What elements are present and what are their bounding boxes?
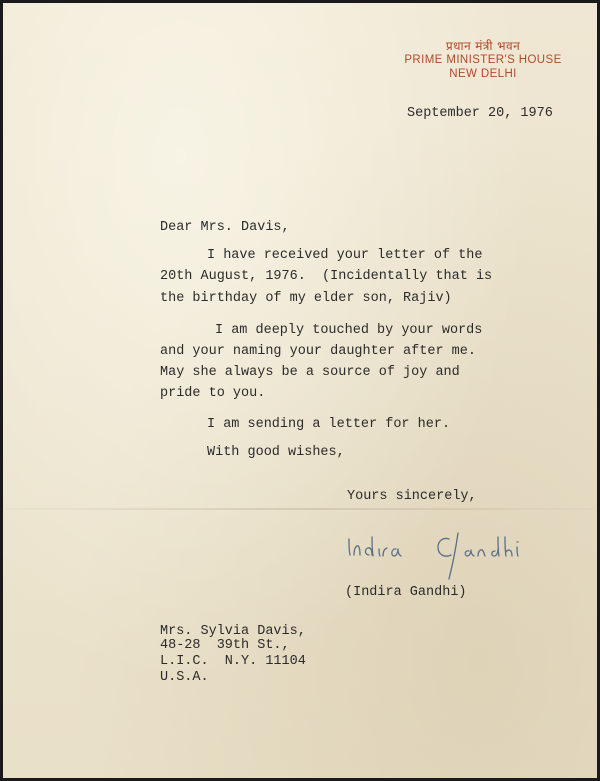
address-line: 48-28 39th St., bbox=[160, 638, 290, 653]
body-line: pride to you. bbox=[160, 386, 266, 401]
address-line: L.I.C. N.Y. 11104 bbox=[160, 654, 306, 669]
body-line: I am sending a letter for her. bbox=[207, 417, 451, 432]
body-line: and your naming your daughter after me. bbox=[160, 344, 476, 359]
letterhead bbox=[383, 39, 583, 81]
body-line: 20th August, 1976. (Incidentally that is bbox=[160, 269, 493, 284]
letterhead-hindi: प्रधान मंत्री भवन bbox=[445, 39, 521, 53]
paper-fold-line bbox=[6, 508, 594, 510]
closing: Yours sincerely, bbox=[347, 489, 477, 504]
typed-signatory-name: (Indira Gandhi) bbox=[345, 585, 467, 600]
letter-date: September 20, 1976 bbox=[407, 106, 553, 121]
body-line: the birthday of my elder son, Rajiv) bbox=[160, 291, 452, 306]
letterhead-city: NEW DELHI bbox=[449, 68, 517, 80]
address-line: Mrs. Sylvia Davis, bbox=[160, 624, 306, 639]
handwritten-signature bbox=[341, 525, 551, 585]
body-line: I have received your letter of the bbox=[207, 248, 483, 263]
body-line: I am deeply touched by your words bbox=[215, 323, 483, 338]
body-line: With good wishes, bbox=[207, 445, 345, 460]
letterhead-title: PRIME MINISTER'S HOUSE bbox=[404, 54, 562, 66]
body-line: May she always be a source of joy and bbox=[160, 365, 460, 380]
address-line: U.S.A. bbox=[160, 670, 209, 685]
salutation: Dear Mrs. Davis, bbox=[160, 220, 290, 235]
